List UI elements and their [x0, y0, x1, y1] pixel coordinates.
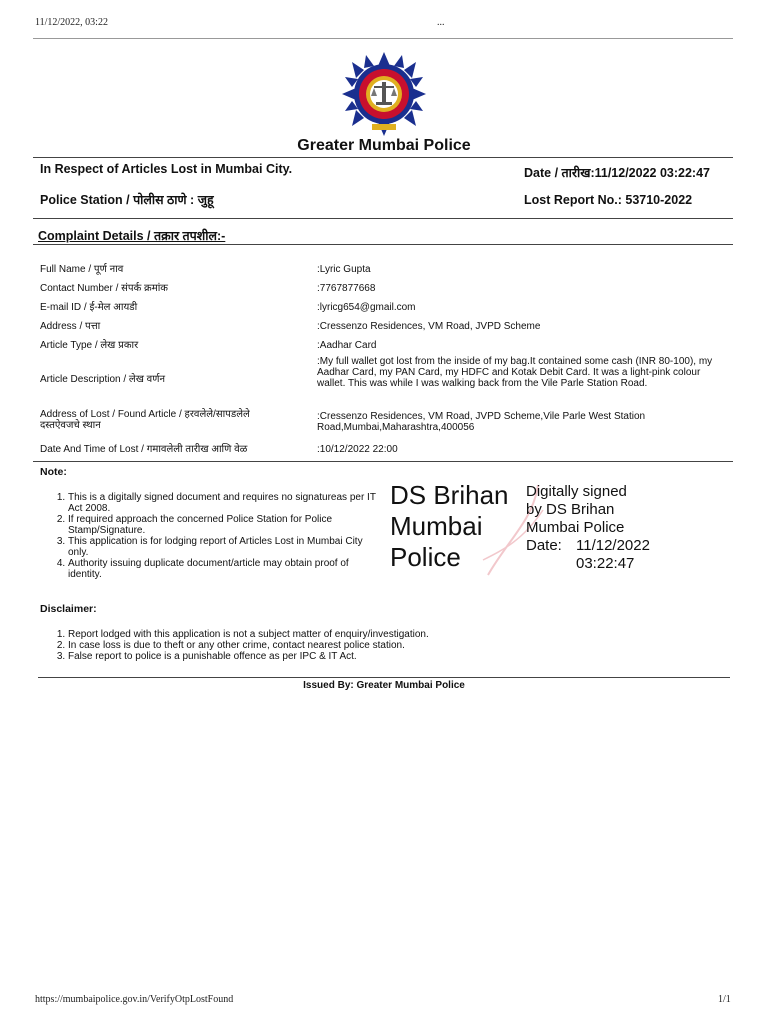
issued-by: Issued By: Greater Mumbai Police — [303, 680, 465, 691]
lost-report-number: Lost Report No.: 53710-2022 — [524, 193, 693, 207]
details-divider — [33, 461, 733, 462]
page-title: Greater Mumbai Police — [297, 137, 471, 154]
complaint-heading: Complaint Details / तक्रार तपशील:- — [38, 229, 226, 243]
detail-row-lost-address — [40, 409, 730, 433]
digital-signature — [388, 480, 733, 580]
note-item: 2. If required approach the concerned Police Station for Police Stamp/Signature. — [68, 514, 385, 536]
detail-label: Full Name / पूर्ण नाव — [40, 264, 124, 275]
note-heading: Note: — [40, 466, 67, 478]
report-date: Date / तारीख:11/12/2022 03:22:47 — [524, 166, 710, 180]
print-ellipsis: ... — [437, 17, 445, 28]
header-divider — [33, 218, 733, 219]
print-page-count: 1/1 — [718, 994, 731, 1005]
detail-label: Contact Number / संपर्क क्रमांक — [40, 283, 168, 294]
note-item: 1. This is a digitally signed document and requires no signatureas per IT Act 2008. — [68, 492, 385, 514]
detail-value: :My full wallet got lost from the inside of my bag.It contained some cash (INR 80-100), my Aadhar Card, my PAN Card, my HDFC and Kotak Debit Card. It was a light-pink colour wallet. This was while I was walking back from the Vile Parle Station Road. — [317, 356, 713, 389]
complaint-divider — [33, 244, 733, 245]
signature-detail-line: by DS Brihan — [526, 501, 615, 518]
disclaimer-item: 2. In case loss is due to theft or any other crime, contact nearest police station. — [68, 640, 730, 651]
detail-value: :Aadhar Card — [317, 340, 377, 351]
print-datetime: 11/12/2022, 03:22 — [35, 17, 108, 28]
title-divider — [33, 157, 733, 158]
detail-label: Address of Lost / Found Article / हरवलेले/सापडलेले दस्तऐवजचे स्थान — [40, 409, 250, 431]
disclaimer-item: 1. Report lodged with this application is not a subject matter of enquiry/investigation. — [68, 629, 730, 640]
subject-line: In Respect of Articles Lost in Mumbai City. — [40, 162, 293, 176]
signature-name-line: DS Brihan — [390, 480, 509, 510]
signature-name-line: Police — [390, 542, 461, 572]
signature-date-label: Date: — [526, 537, 562, 554]
detail-label: Article Description / लेख वर्णन — [40, 374, 165, 385]
disclaimer-item: 3. False report to police is a punishable offence as per IPC & IT Act. — [68, 651, 730, 662]
detail-value: :Lyric Gupta — [317, 264, 371, 275]
detail-value: :lyricg654@gmail.com — [317, 302, 416, 313]
police-station: Police Station / पोलीस ठाणे : जुहू — [40, 193, 214, 207]
disclaimer-list — [40, 629, 730, 662]
police-emblem-icon — [336, 52, 432, 136]
print-url: https://mumbaipolice.gov.in/VerifyOtpLostFound — [35, 994, 234, 1005]
detail-label: E-mail ID / ई-मेल आयडी — [40, 302, 138, 313]
detail-label: Address / पत्ता — [40, 321, 101, 332]
detail-value: :Cressenzo Residences, VM Road, JVPD Scheme,Vile Parle West Station Road,Mumbai,Maharashtra,400056 — [317, 411, 646, 433]
detail-value: :7767877668 — [317, 283, 376, 294]
signature-date-line — [526, 537, 650, 555]
detail-label: Article Type / लेख प्रकार — [40, 340, 139, 351]
signature-time-value: 03:22:47 — [576, 555, 635, 572]
signature-detail-line: Mumbai Police — [526, 519, 625, 536]
detail-value: :10/12/2022 22:00 — [317, 444, 398, 455]
detail-label: Date And Time of Lost / गमावलेली तारीख आणि वेळ — [40, 444, 248, 455]
detail-value: :Cressenzo Residences, VM Road, JVPD Scheme — [317, 321, 541, 332]
note-item: 4. Authority issuing duplicate document/article may obtain proof of identity. — [68, 558, 385, 580]
top-divider — [33, 38, 733, 39]
detail-row-description — [40, 356, 730, 402]
note-list — [40, 492, 385, 580]
signature-detail-line: Digitally signed — [526, 483, 627, 500]
note-item: 3. This application is for lodging report of Articles Lost in Mumbai City only. — [68, 536, 385, 558]
signature-name-line: Mumbai — [390, 511, 483, 541]
signature-date-value: 11/12/2022 — [576, 537, 650, 554]
footer-divider — [38, 677, 730, 678]
disclaimer-heading: Disclaimer: — [40, 603, 97, 615]
